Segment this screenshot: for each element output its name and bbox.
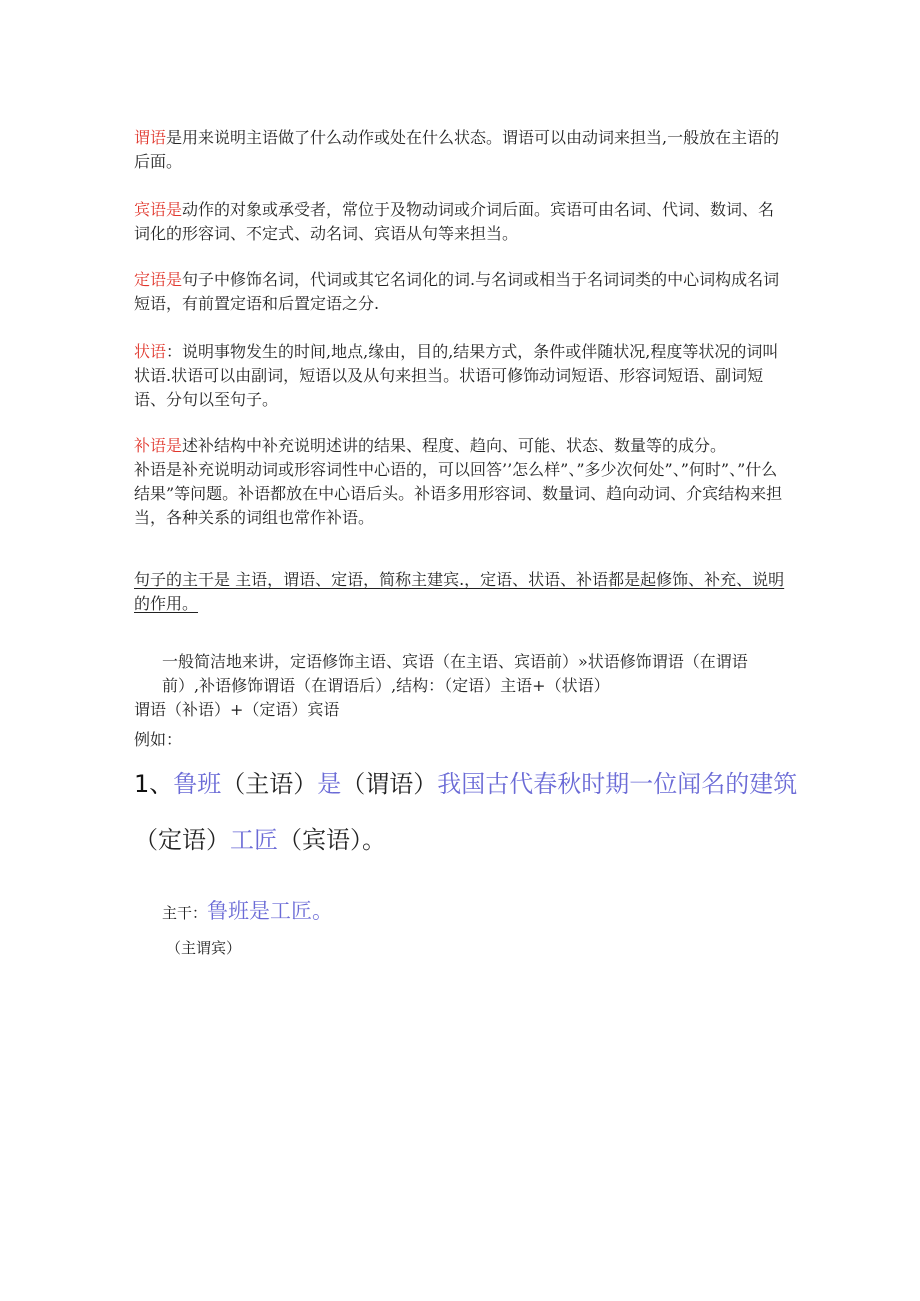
definition-adverbial-text: ：说明事物发生的时间,地点,缘由，目的,结果方式，条件或伴随状况,程度等状况的词叫状语.状语可以由副词，短语以及从句来担当。状语可修饰动词短语、形容词短语、副词短语、分句以至句子。	[134, 342, 779, 409]
example-tag-subject: （主语）	[221, 770, 318, 798]
definition-object-text: 动作的对象或承受者，常位于及物动词或介词后面。宾语可由名词、代词、数词、名词化的形容词、不定式、动名词、宾语从句等来担当。	[134, 200, 775, 243]
example-tag-attributive: （定语）	[134, 826, 230, 854]
general-explanation-line1: 一般简洁地来讲，定语修饰主语、宾语（在主语、宾语前）»状语修饰谓语（在谓语前）,补语修饰谓语（在谓语后）,结构：（定语）主语+（状语）	[162, 652, 748, 695]
definition-complement-text: 述补结构中补充说明述讲的结果、程度、趋向、可能、状态、数量等的成分。	[182, 436, 727, 455]
general-explanation-line2: 谓语（补语）+（定语）宾语	[134, 700, 340, 719]
term-predicate: 谓语	[134, 128, 167, 147]
example-predicate: 是	[317, 770, 342, 798]
example-object: 工匠	[230, 826, 278, 854]
example-attributive: 我国古代春秋时期一位闻名的建筑	[437, 770, 798, 798]
term-complement: 补语是	[134, 436, 183, 455]
general-explanation	[162, 650, 784, 698]
example-subject: 鲁班	[173, 770, 222, 798]
definition-complement	[134, 434, 784, 530]
definition-attributive	[134, 268, 784, 316]
example-number: 1、	[134, 770, 174, 798]
definition-predicate	[134, 126, 784, 174]
example-label: 例如：	[134, 730, 183, 749]
definition-predicate-text: 是用来说明主语做了什么动作或处在什么状态。谓语可以由动词来担当,一般放在主语的后面。	[134, 128, 780, 171]
term-adverbial: 状语	[134, 342, 167, 361]
term-object: 宾语是	[134, 200, 183, 219]
example-sentence	[134, 756, 814, 868]
definition-object	[134, 198, 784, 246]
definition-attributive-text: 句子中修饰名词，代词或其它名词化的词.与名词或相当于名词词类的中心词构成名词短语，有前置定语和后置定语之分.	[134, 270, 780, 313]
term-attributive: 定语是	[134, 270, 183, 289]
example-tag-predicate: （谓语）	[341, 770, 438, 798]
definition-adverbial	[134, 340, 784, 412]
trunk-line	[162, 896, 812, 928]
trunk-note: （主谓宾）	[166, 939, 242, 957]
example-end: 。	[362, 826, 386, 854]
trunk-text: 鲁班是工匠。	[207, 899, 334, 923]
sentence-trunk-summary: 句子的主干是 主语，谓语、定语，简称主建宾.，定语、状语、补语都是起修饰、补充、说明的作用。	[134, 570, 785, 613]
trunk-label: 主干：	[162, 904, 208, 922]
example-tag-object: （宾语）	[278, 826, 362, 854]
definition-complement-text2: 补语是补充说明动词或形容词性中心语的，可以回答’’怎么样”、”多少次何处”、”何时”、”什么结果”等问题。补语都放在中心语后头。补语多用形容词、数量词、趋向动词、介宾结构来担当，各种关系的词组也常作补语。	[134, 460, 783, 527]
